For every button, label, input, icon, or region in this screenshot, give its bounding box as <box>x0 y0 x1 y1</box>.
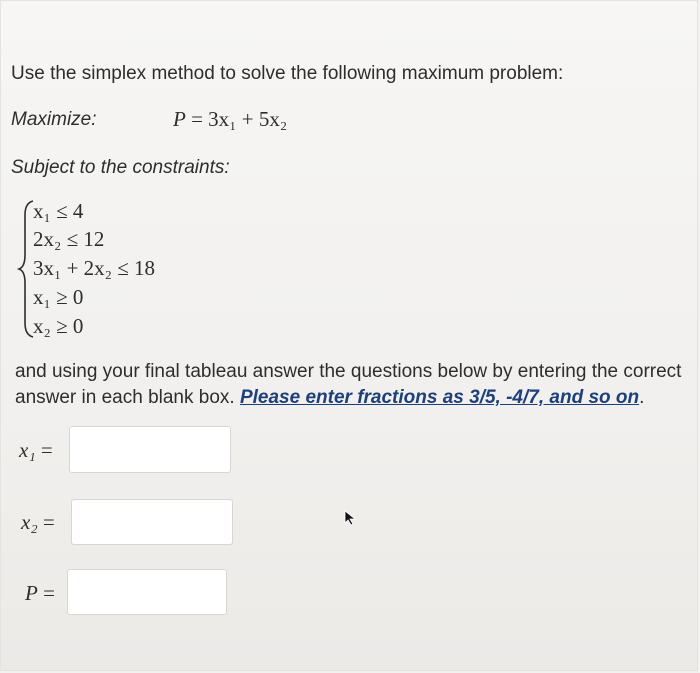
objective-rhs: 3x₁ + 5x₂ <box>208 107 288 131</box>
constraint-5: x₂ ≥ 0 <box>33 314 84 338</box>
instruction-line-2 <box>15 387 644 409</box>
x2-input[interactable] <box>71 499 233 545</box>
equals-sign: = <box>43 581 55 605</box>
constraint-3: 3x₁ + 2x₂ ≤ 18 <box>33 256 156 280</box>
maximize-label: Maximize: <box>11 109 97 130</box>
objective-lhs: P <box>173 107 186 131</box>
subject-label: Subject to the constraints: <box>11 157 230 178</box>
x2-answer-label <box>21 510 55 535</box>
instruction-line-1: and using your final tableau answer the questions below by entering the correct <box>15 361 682 382</box>
equals-sign: = <box>40 438 53 462</box>
fraction-format-link[interactable]: Please enter fractions as 3/5, -4/7, and so on <box>239 387 640 408</box>
instruction-period: . <box>639 387 645 408</box>
x1-symbol: x₁ <box>19 438 36 462</box>
p-input[interactable] <box>67 569 227 615</box>
x2-symbol: x₂ <box>21 510 38 534</box>
question-intro: Use the simplex method to solve the following maximum problem: <box>11 63 564 84</box>
mouse-cursor-icon <box>344 510 358 526</box>
p-symbol: P <box>25 581 38 605</box>
constraint-1: x₁ ≤ 4 <box>33 199 84 223</box>
x1-input[interactable] <box>69 426 231 473</box>
equals-sign: = <box>42 510 55 534</box>
x1-answer-label <box>19 438 53 463</box>
instruction-text: answer in each blank box. <box>15 387 235 408</box>
objective-function <box>173 107 287 132</box>
constraint-2: 2x₂ ≤ 12 <box>33 227 105 251</box>
p-answer-label <box>25 581 55 606</box>
equals-sign: = <box>191 107 203 131</box>
constraint-4: x₁ ≥ 0 <box>33 285 84 309</box>
